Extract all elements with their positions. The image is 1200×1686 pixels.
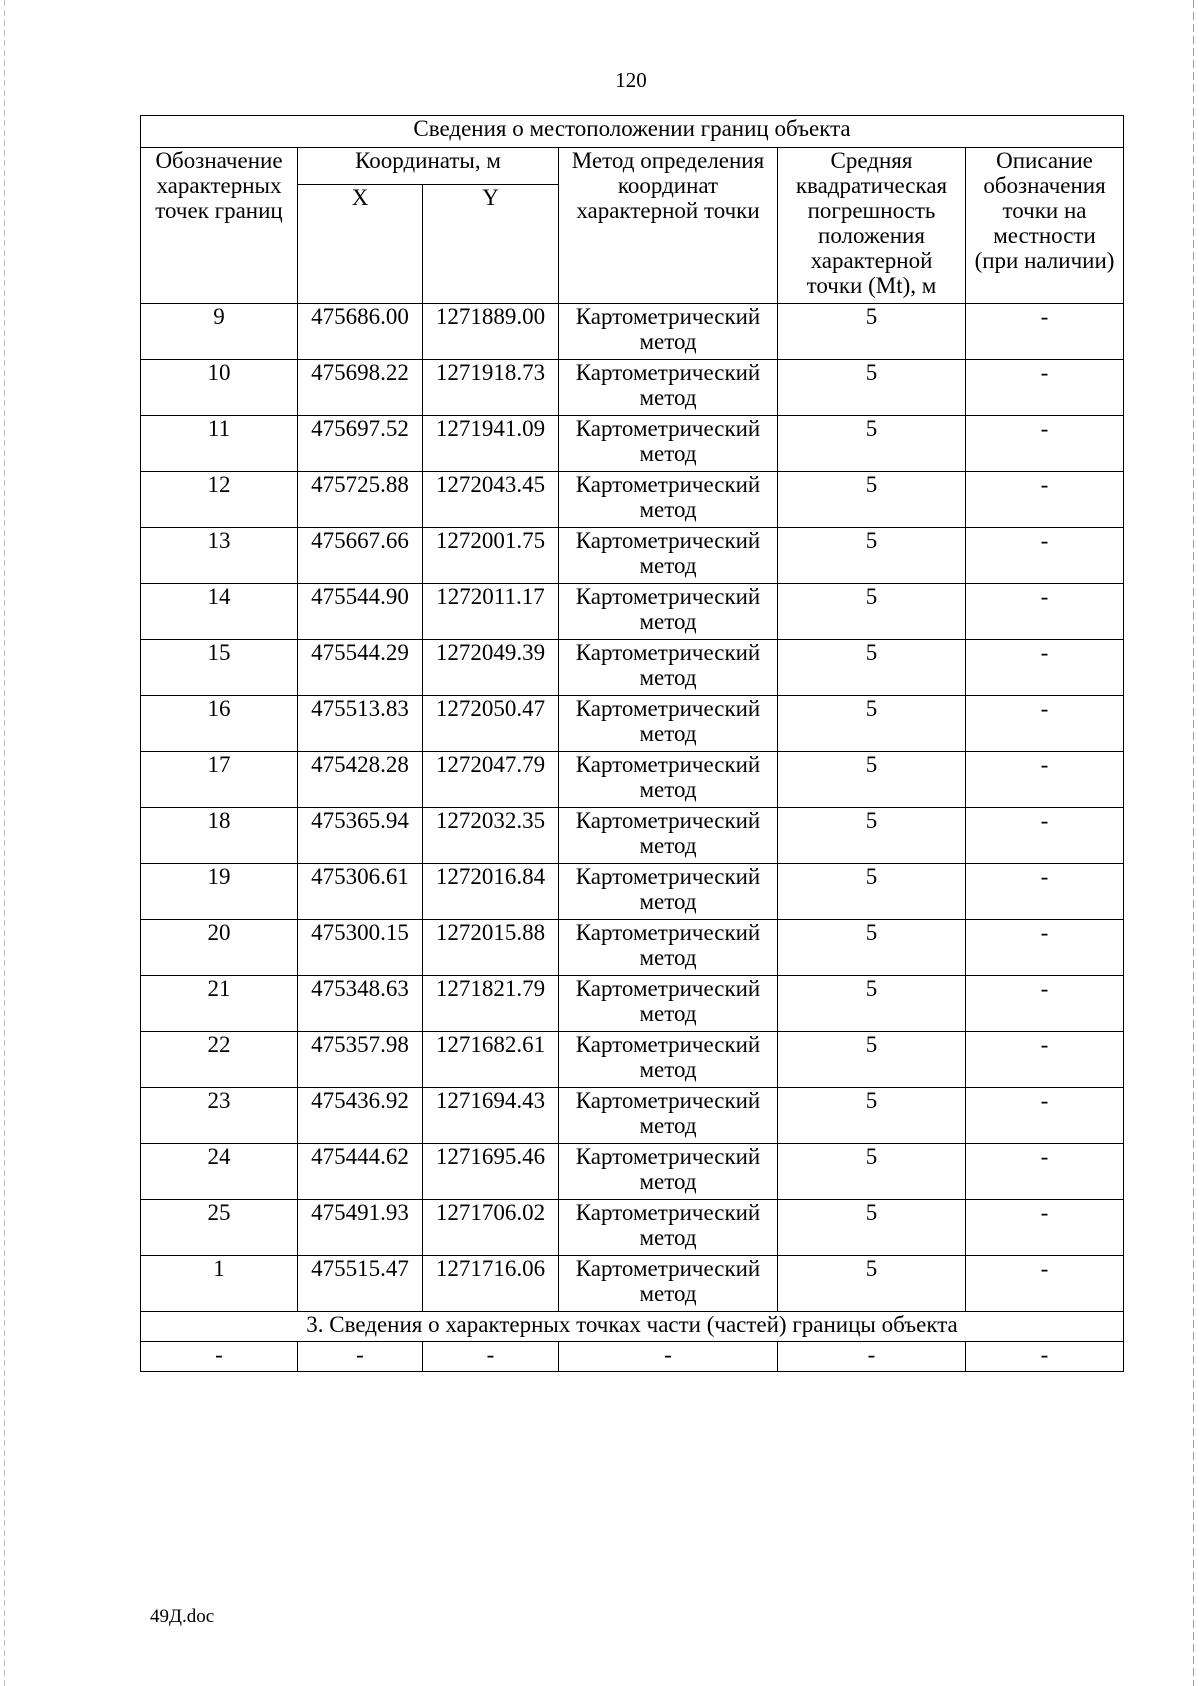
cell-point: 20 [141,920,298,976]
cell-error: 5 [778,304,966,360]
table-row [141,304,1124,360]
table-row [141,752,1124,808]
cell-x: 475491.93 [298,1200,423,1256]
cell-error: 5 [778,1200,966,1256]
cell-description: - [966,752,1124,808]
cell-method: Картометрический метод [559,1256,778,1312]
cell-method: Картометрический метод [559,304,778,360]
cell-y: 1271695.46 [423,1144,559,1200]
cell-description: - [966,920,1124,976]
cell-method: Картометрический метод [559,1032,778,1088]
cell-x: 475365.94 [298,808,423,864]
cell-y: 1272049.39 [423,640,559,696]
empty-cell: - [423,1342,559,1372]
table-row [141,416,1124,472]
cell-point: 11 [141,416,298,472]
table-row [141,472,1124,528]
cell-point: 16 [141,696,298,752]
cell-x: 475444.62 [298,1144,423,1200]
cell-method: Картометрический метод [559,1144,778,1200]
cell-error: 5 [778,472,966,528]
cell-method: Картометрический метод [559,920,778,976]
cell-point: 10 [141,360,298,416]
cell-error: 5 [778,528,966,584]
header-x: X [298,185,423,304]
cell-error: 5 [778,808,966,864]
cell-point: 22 [141,1032,298,1088]
cell-description: - [966,528,1124,584]
cell-y: 1271682.61 [423,1032,559,1088]
header-y: Y [423,185,559,304]
cell-error: 5 [778,584,966,640]
cell-point: 19 [141,864,298,920]
cell-description: - [966,976,1124,1032]
table-row [141,640,1124,696]
cell-method: Картометрический метод [559,1088,778,1144]
section-3-empty-row [141,1342,1124,1372]
cell-y: 1272050.47 [423,696,559,752]
cell-method: Картометрический метод [559,416,778,472]
cell-point: 18 [141,808,298,864]
cell-point: 15 [141,640,298,696]
cell-x: 475697.52 [298,416,423,472]
cell-method: Картометрический метод [559,1200,778,1256]
table-row [141,1256,1124,1312]
table-row [141,696,1124,752]
cell-description: - [966,416,1124,472]
table-row [141,1200,1124,1256]
cell-error: 5 [778,752,966,808]
cell-error: 5 [778,976,966,1032]
cell-description: - [966,304,1124,360]
cell-point: 25 [141,1200,298,1256]
boundary-coordinates-table [140,115,1124,1372]
scan-edge-right [1193,0,1194,1686]
page-number: 120 [615,68,647,92]
cell-method: Картометрический метод [559,808,778,864]
empty-cell: - [778,1342,966,1372]
cell-method: Картометрический метод [559,584,778,640]
empty-cell: - [298,1342,423,1372]
header-description: Описание обозначения точки на местности (при наличии) [966,148,1124,304]
cell-description: - [966,864,1124,920]
header-error: Средняя квадратическая погрешность положения характерной точки (Mt), м [778,148,966,304]
cell-error: 5 [778,864,966,920]
cell-description: - [966,360,1124,416]
cell-y: 1272011.17 [423,584,559,640]
cell-point: 17 [141,752,298,808]
cell-x: 475357.98 [298,1032,423,1088]
table-caption: Сведения о местоположении границ объекта [141,116,1124,148]
cell-x: 475725.88 [298,472,423,528]
cell-description: - [966,808,1124,864]
table-row [141,808,1124,864]
cell-method: Картометрический метод [559,472,778,528]
table-row [141,1088,1124,1144]
cell-method: Картометрический метод [559,864,778,920]
file-name: 49Д.doc [150,1606,215,1627]
cell-y: 1272032.35 [423,808,559,864]
table-row [141,1144,1124,1200]
table-row [141,976,1124,1032]
cell-description: - [966,584,1124,640]
cell-error: 5 [778,640,966,696]
cell-point: 13 [141,528,298,584]
cell-y: 1272043.45 [423,472,559,528]
cell-description: - [966,1144,1124,1200]
cell-x: 475348.63 [298,976,423,1032]
table-body [141,116,1124,1372]
cell-x: 475428.28 [298,752,423,808]
cell-description: - [966,1200,1124,1256]
cell-description: - [966,696,1124,752]
cell-error: 5 [778,416,966,472]
cell-x: 475436.92 [298,1088,423,1144]
cell-method: Картометрический метод [559,696,778,752]
cell-point: 12 [141,472,298,528]
cell-y: 1271889.00 [423,304,559,360]
table-header-row [141,148,1124,185]
cell-description: - [966,1088,1124,1144]
cell-x: 475544.90 [298,584,423,640]
cell-x: 475300.15 [298,920,423,976]
cell-method: Картометрический метод [559,640,778,696]
cell-y: 1271694.43 [423,1088,559,1144]
cell-x: 475698.22 [298,360,423,416]
empty-cell: - [559,1342,778,1372]
section-3-title: 3. Сведения о характерных точках части (частей) границы объекта [141,1312,1124,1342]
cell-y: 1271716.06 [423,1256,559,1312]
scan-edge-left [4,0,5,1686]
cell-y: 1271941.09 [423,416,559,472]
cell-error: 5 [778,1256,966,1312]
header-coords: Координаты, м [298,148,559,185]
cell-point: 14 [141,584,298,640]
cell-y: 1271918.73 [423,360,559,416]
cell-method: Картометрический метод [559,752,778,808]
cell-method: Картометрический метод [559,360,778,416]
cell-description: - [966,640,1124,696]
cell-description: - [966,472,1124,528]
cell-point: 24 [141,1144,298,1200]
table-row [141,920,1124,976]
cell-description: - [966,1256,1124,1312]
cell-error: 5 [778,1088,966,1144]
cell-y: 1272016.84 [423,864,559,920]
cell-x: 475513.83 [298,696,423,752]
cell-x: 475515.47 [298,1256,423,1312]
cell-x: 475544.29 [298,640,423,696]
cell-x: 475686.00 [298,304,423,360]
cell-point: 23 [141,1088,298,1144]
cell-point: 21 [141,976,298,1032]
table-row [141,360,1124,416]
cell-y: 1272047.79 [423,752,559,808]
cell-error: 5 [778,360,966,416]
cell-y: 1271706.02 [423,1200,559,1256]
cell-description: - [966,1032,1124,1088]
header-point: Обозначение характерных точек границ [141,148,298,304]
cell-x: 475306.61 [298,864,423,920]
cell-error: 5 [778,1144,966,1200]
cell-point: 9 [141,304,298,360]
cell-error: 5 [778,696,966,752]
table-caption-row [141,116,1124,148]
cell-point: 1 [141,1256,298,1312]
table-row [141,584,1124,640]
table-row [141,864,1124,920]
cell-y: 1272015.88 [423,920,559,976]
header-method: Метод определения координат характерной точки [559,148,778,304]
cell-method: Картометрический метод [559,976,778,1032]
empty-cell: - [141,1342,298,1372]
table-row [141,528,1124,584]
cell-error: 5 [778,1032,966,1088]
cell-method: Картометрический метод [559,528,778,584]
cell-y: 1271821.79 [423,976,559,1032]
empty-cell: - [966,1342,1124,1372]
cell-error: 5 [778,920,966,976]
cell-y: 1272001.75 [423,528,559,584]
section-3-row [141,1312,1124,1342]
cell-x: 475667.66 [298,528,423,584]
table-row [141,1032,1124,1088]
